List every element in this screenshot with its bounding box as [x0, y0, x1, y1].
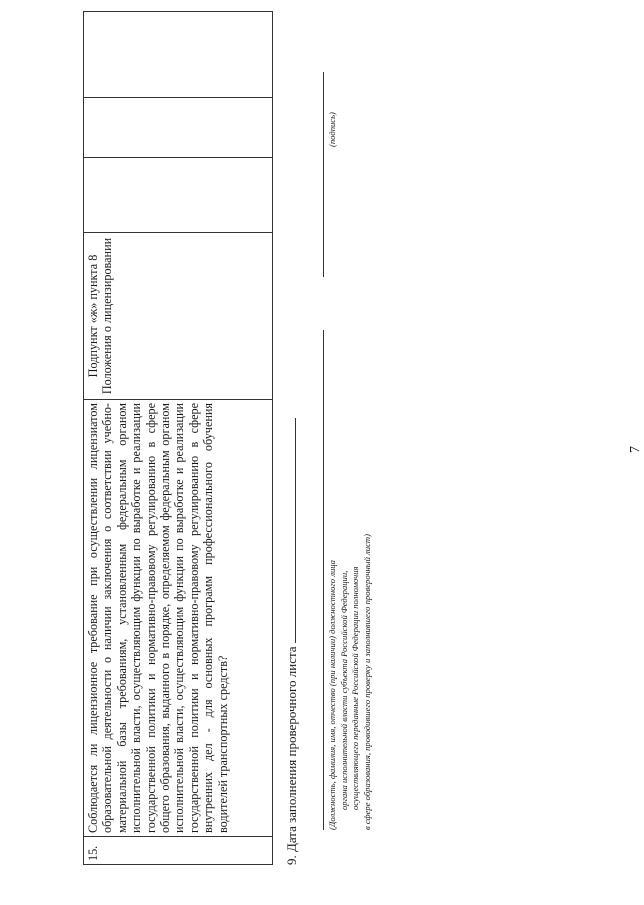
answer-cell-no	[84, 98, 273, 158]
legal-reference: Подпункт «ж» пункта 8 Положения о лицензировании	[84, 233, 273, 400]
official-note	[327, 270, 373, 830]
fill-date-line	[283, 418, 300, 865]
official-note-line: в сфере образования, проводившего проверку и заполнившего проверочный лист)	[361, 534, 372, 830]
fill-date-blank	[283, 418, 296, 643]
checklist-table	[83, 11, 273, 865]
fill-date-label: 9. Дата заполнения проверочного листа	[284, 646, 299, 865]
signature-caption: (подпись)	[327, 112, 337, 147]
official-note-line: (Должность, фамилия, имя, отчество (при наличии) должностного лица	[327, 560, 337, 830]
official-signature-line	[323, 330, 324, 830]
requirement-text: Соблюдается ли лицензионное требование при осуществлении лицензиатом образовательной деятельности о наличии заключения о соответствии учебно-материальной базы требованиям, установленным федеральным органом исполнительной власти, осуществляющим функции по выработке и реализации государственной политики и нормативно-правовому регулированию в сфере общего образования, выданного в порядке, определяемом федеральным органом исполнительной власти, осуществляющим функции по выработке и реализации государственной политики и нормативно-правовому регулированию в сфере внутренних дел - для основных программ профессионального обучения водителей транспортных средств?	[84, 400, 273, 837]
official-note-line: органа исполнительной власти субъекта Российской Федерации,	[338, 570, 349, 810]
table-row	[84, 12, 273, 865]
answer-cell-na	[84, 12, 273, 98]
official-note-line: осуществляющего переданные Российской Федерации полномочия	[350, 566, 360, 810]
signature-line	[323, 72, 324, 277]
answer-cell-yes	[84, 158, 273, 233]
row-number: 15.	[84, 837, 273, 865]
page-number: 7	[628, 446, 643, 453]
